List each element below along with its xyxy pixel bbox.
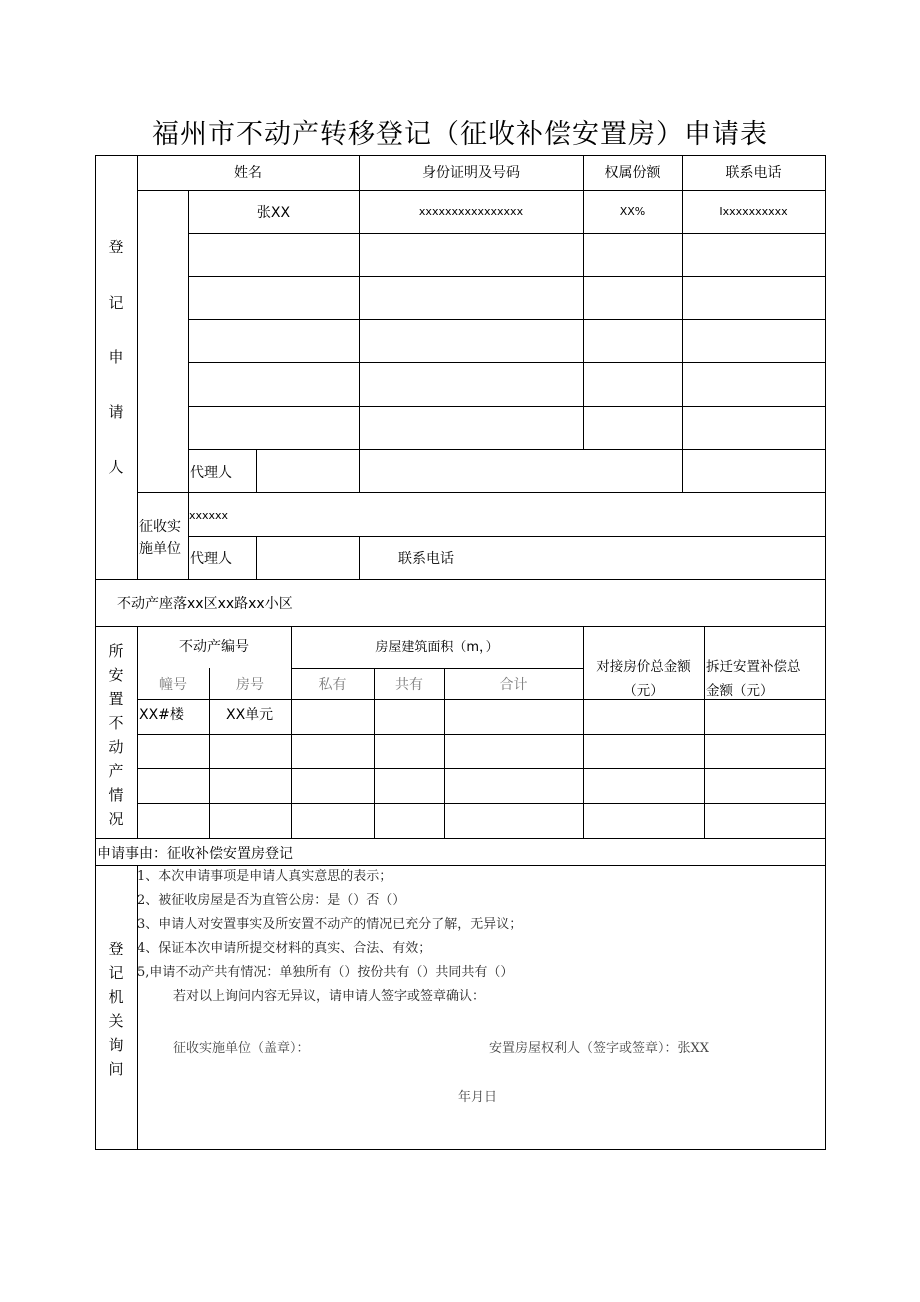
form-title: 福州市不动产转移登记（征收补偿安置房）申请表 [152,119,768,150]
inquiry-item-1: 1、本次申请事项是申请人真实意思的表示； [137,869,393,884]
grid-line [137,492,826,493]
subheader-building: 幢号 [159,677,187,693]
inquiry-confirm: 若对以上询问内容无异议，请申请人签字或签章确认： [173,989,486,1004]
grid-line [359,536,360,579]
header-price-total: 对接房价总金额 （元） [596,659,691,699]
table-border-top [95,155,826,156]
unit-seal-label[interactable]: 征收实施单位（盖章）： [173,1041,310,1056]
applicant-name[interactable]: 张XX [256,205,291,221]
header-name: 姓名 [234,165,262,181]
header-id: 身份证明及号码 [422,165,520,181]
expropriation-unit-label: 征收实 施单位 [139,519,181,557]
grid-line [256,449,257,493]
grid-line [95,838,826,839]
header-property-no: 不动产编号 [179,639,249,655]
grid-line [95,626,826,627]
grid-line [188,276,826,277]
grid-line [137,768,826,769]
grid-line [188,233,826,234]
property-location[interactable]: 不动产座落xx区xx路xx小区 [117,596,293,612]
grid-line [256,536,257,579]
unit-phone-label: 联系电话 [398,551,454,567]
agent-label: 代理人 [190,465,232,481]
grid-line [583,155,584,450]
header-area: 房屋建筑面积（m，） [375,640,499,655]
grid-line [137,155,138,580]
header-share: 权属份额 [604,165,661,181]
subheader-total: 合计 [499,677,528,693]
inquiry-item-4: 4、保证本次申请所提交材料的真实、合法、有效； [137,941,432,956]
grid-line [704,626,705,839]
subheader-private: 私有 [318,677,347,693]
header-phone: 联系电话 [725,165,782,181]
date-label: 年月日 [458,1090,498,1105]
inquiry-side-label: 登 记 机 关 询 问 [108,940,124,1078]
property-room[interactable]: XX单元 [226,707,274,723]
grid-line [291,626,292,839]
inquiry-item-2: 2、被征收房屋是否为直管公房：是（）否（） [137,893,406,908]
unit-agent-label: 代理人 [190,551,232,567]
applicant-phone[interactable]: Ixxxxxxxxxx [719,205,788,218]
subheader-shared: 共有 [395,677,423,693]
applicant-side-label: 登 记 申 请 人 [108,238,124,476]
subheader-room: 房号 [236,677,264,693]
owner-signature[interactable]: 安置房屋权利人（签字或签章）：张XX [489,1041,710,1056]
grid-line [95,865,826,866]
grid-line [188,319,826,320]
inquiry-item-5: 5,申请不动产共有情况：单独所有（）按份共有（）共同共有（） [137,965,514,980]
applicant-id[interactable]: xxxxxxxxxxxxxxxx [418,205,524,218]
property-building[interactable]: XX#楼 [139,707,184,723]
grid-line [188,362,826,363]
property-side-label: 所 安 置 不 动 产 情 况 [108,642,124,828]
grid-line [137,803,826,804]
table-border-right [825,155,826,1150]
inquiry-item-3: 3、申请人对安置事实及所安置不动产的情况已充分了解，无异议； [137,917,523,932]
header-comp-total: 拆迁安置补偿总 金额（元） [706,659,801,699]
grid-line [291,668,583,669]
grid-line [137,190,826,191]
applicant-share[interactable]: XX% [619,205,646,218]
expropriation-unit-name[interactable]: xxxxxx [189,509,229,522]
grid-line [137,626,138,839]
grid-line [188,536,826,537]
grid-line [95,579,826,580]
grid-line [188,406,826,407]
grid-line [188,449,826,450]
grid-line [137,734,826,735]
table-border-bottom [95,1149,826,1150]
application-reason: 申请事由：征收补偿安置房登记 [97,846,293,862]
